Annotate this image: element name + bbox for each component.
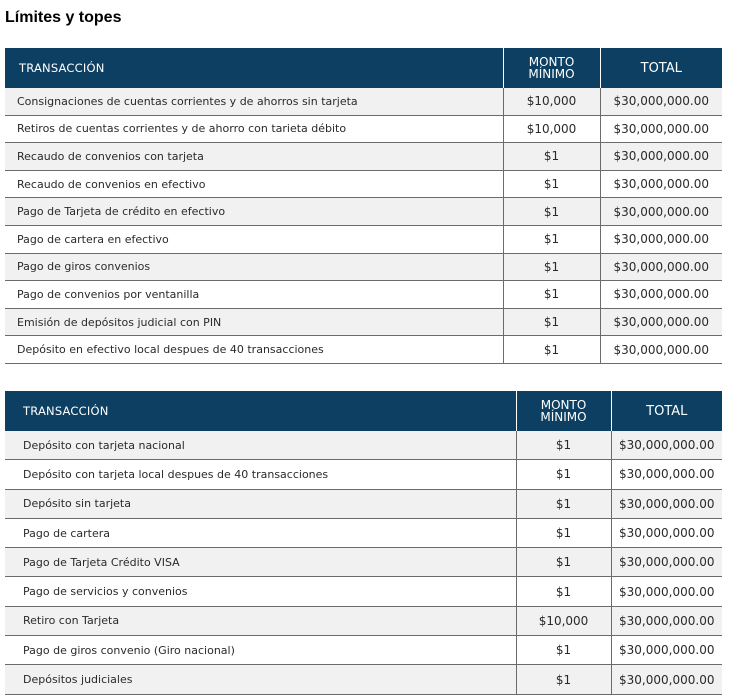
total-cell: $30,000,000.00 xyxy=(600,115,722,143)
min-amount-cell: $1 xyxy=(503,308,600,336)
transaction-cell: Pago de convenios por ventanilla xyxy=(5,281,503,309)
table-row xyxy=(5,198,722,226)
header-transaction: TRANSACCIÓN xyxy=(5,48,503,88)
header-transaction: TRANSACCIÓN xyxy=(5,391,516,431)
table-row xyxy=(5,225,722,253)
min-amount-cell: $1 xyxy=(516,548,611,577)
table-row xyxy=(5,548,722,577)
total-cell: $30,000,000.00 xyxy=(611,636,722,665)
table-row xyxy=(5,460,722,489)
min-amount-cell: $1 xyxy=(503,253,600,281)
total-cell: $30,000,000.00 xyxy=(600,336,722,364)
header-min-line1: MONTO xyxy=(528,55,575,69)
transaction-cell: Retiros de cuentas corrientes y de ahorro con tarieta débito xyxy=(5,115,503,143)
limits-table-2 xyxy=(5,391,722,695)
transaction-cell: Pago de giros convenios xyxy=(5,253,503,281)
transaction-cell: Pago de Tarjeta de crédito en efectivo xyxy=(5,198,503,226)
min-amount-cell: $1 xyxy=(503,143,600,171)
min-amount-cell: $10,000 xyxy=(503,88,600,115)
total-cell: $30,000,000.00 xyxy=(611,460,722,489)
header-min-amount xyxy=(503,48,600,88)
total-cell: $30,000,000.00 xyxy=(611,548,722,577)
total-cell: $30,000,000.00 xyxy=(600,281,722,309)
min-amount-cell: $1 xyxy=(516,577,611,606)
total-cell: $30,000,000.00 xyxy=(600,143,722,171)
header-total: TOTAL xyxy=(611,391,722,431)
transaction-cell: Pago de cartera xyxy=(5,518,516,547)
table-row xyxy=(5,88,722,115)
header-min-line1: MONTO xyxy=(540,398,587,412)
transaction-cell: Pago de Tarjeta Crédito VISA xyxy=(5,548,516,577)
min-amount-cell: $1 xyxy=(503,336,600,364)
table-row xyxy=(5,431,722,460)
min-amount-cell: $1 xyxy=(503,281,600,309)
total-cell: $30,000,000.00 xyxy=(611,577,722,606)
header-min-amount xyxy=(516,391,611,431)
total-cell: $30,000,000.00 xyxy=(600,198,722,226)
transaction-cell: Depósito sin tarjeta xyxy=(5,489,516,518)
total-cell: $30,000,000.00 xyxy=(600,170,722,198)
table-row xyxy=(5,636,722,665)
table-row xyxy=(5,253,722,281)
table-row xyxy=(5,281,722,309)
min-amount-cell: $1 xyxy=(516,489,611,518)
total-cell: $30,000,000.00 xyxy=(611,606,722,635)
table-row xyxy=(5,665,722,694)
min-amount-cell: $1 xyxy=(516,636,611,665)
transaction-cell: Depósito en efectivo local despues de 40 transacciones xyxy=(5,336,503,364)
header-min-line2: MÍNIMO xyxy=(528,67,575,81)
table-row xyxy=(5,606,722,635)
limits-table-1 xyxy=(5,48,722,364)
table-row xyxy=(5,577,722,606)
total-cell: $30,000,000.00 xyxy=(611,518,722,547)
total-cell: $30,000,000.00 xyxy=(600,308,722,336)
total-cell: $30,000,000.00 xyxy=(611,431,722,460)
table-row xyxy=(5,115,722,143)
total-cell: $30,000,000.00 xyxy=(611,489,722,518)
table-row xyxy=(5,518,722,547)
table-body xyxy=(5,88,722,363)
transaction-cell: Depósito con tarjeta local despues de 40 transacciones xyxy=(5,460,516,489)
total-cell: $30,000,000.00 xyxy=(600,88,722,115)
transaction-cell: Recaudo de convenios con tarjeta xyxy=(5,143,503,171)
total-cell: $30,000,000.00 xyxy=(600,253,722,281)
total-cell: $30,000,000.00 xyxy=(611,665,722,694)
transaction-cell: Emisión de depósitos judicial con PIN xyxy=(5,308,503,336)
transaction-cell: Pago de giros convenio (Giro nacional) xyxy=(5,636,516,665)
min-amount-cell: $1 xyxy=(516,518,611,547)
table-row xyxy=(5,308,722,336)
table-header-row xyxy=(5,391,722,431)
table-header-row xyxy=(5,48,722,88)
min-amount-cell: $10,000 xyxy=(516,606,611,635)
min-amount-cell: $1 xyxy=(516,665,611,694)
min-amount-cell: $1 xyxy=(516,431,611,460)
total-cell: $30,000,000.00 xyxy=(600,225,722,253)
table-row xyxy=(5,336,722,364)
table-row xyxy=(5,143,722,171)
table-row xyxy=(5,170,722,198)
table-row xyxy=(5,489,722,518)
min-amount-cell: $1 xyxy=(503,225,600,253)
page-title: Límites y topes xyxy=(5,9,122,26)
transaction-cell: Pago de cartera en efectivo xyxy=(5,225,503,253)
min-amount-cell: $10,000 xyxy=(503,115,600,143)
transaction-cell: Retiro con Tarjeta xyxy=(5,606,516,635)
min-amount-cell: $1 xyxy=(503,170,600,198)
min-amount-cell: $1 xyxy=(503,198,600,226)
transaction-cell: Consignaciones de cuentas corrientes y de ahorros sin tarjeta xyxy=(5,88,503,115)
min-amount-cell: $1 xyxy=(516,460,611,489)
table-body xyxy=(5,431,722,694)
transaction-cell: Depósito con tarjeta nacional xyxy=(5,431,516,460)
transaction-cell: Recaudo de convenios en efectivo xyxy=(5,170,503,198)
transaction-cell: Depósitos judiciales xyxy=(5,665,516,694)
header-total: TOTAL xyxy=(600,48,722,88)
transaction-cell: Pago de servicios y convenios xyxy=(5,577,516,606)
header-min-line2: MÍNIMO xyxy=(540,410,587,424)
